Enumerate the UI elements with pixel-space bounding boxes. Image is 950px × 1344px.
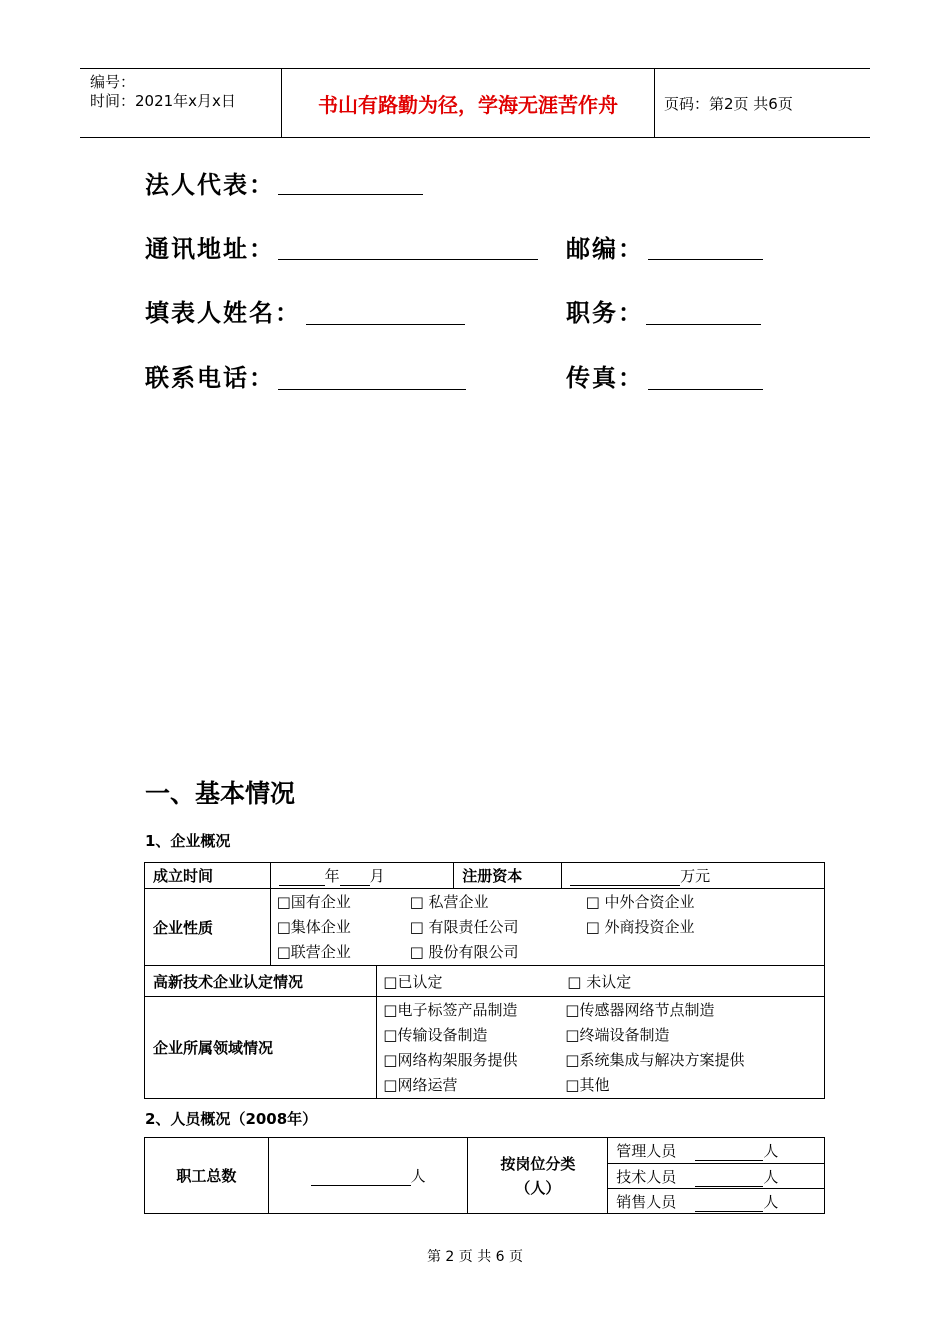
post-blank[interactable]	[695, 1143, 763, 1161]
staff-table	[144, 1137, 825, 1214]
post-row-management[interactable]	[608, 1138, 825, 1164]
option-checkbox[interactable]: □ 私营企业	[409, 892, 489, 911]
table-row	[145, 889, 825, 966]
enterprise-table	[144, 862, 825, 1099]
option-checkbox[interactable]: □ 有限责任公司	[409, 917, 519, 936]
option-checkbox[interactable]: □已认定	[383, 972, 443, 991]
capital-unit: 万元	[680, 867, 711, 885]
post-label: 技术人员	[616, 1167, 677, 1186]
post-unit: 人	[763, 1167, 779, 1186]
post-row-sales[interactable]	[608, 1189, 825, 1214]
by-post-label	[468, 1138, 608, 1214]
post-row-technical[interactable]	[608, 1164, 825, 1189]
capital-blank[interactable]	[570, 868, 680, 886]
position-label: 职务：	[566, 299, 644, 327]
postcode-label: 邮编：	[566, 235, 644, 263]
subsection-title-enterprise: 1、企业概况	[145, 832, 231, 850]
capital-value[interactable]	[562, 863, 825, 889]
option-checkbox[interactable]: □ 股份有限公司	[409, 942, 519, 961]
hightech-options	[377, 966, 825, 997]
table-row	[145, 997, 825, 1099]
option-checkbox[interactable]: □电子标签产品制造	[383, 1000, 518, 1019]
phone-line[interactable]	[278, 389, 466, 390]
option-checkbox[interactable]: □传输设备制造	[383, 1025, 488, 1044]
table-row	[145, 863, 825, 889]
nature-options	[270, 889, 824, 966]
total-staff-blank[interactable]	[311, 1168, 411, 1186]
header-motto: 书山有路勤为径，学海无涯苦作舟	[318, 92, 618, 117]
postcode-line[interactable]	[648, 259, 763, 260]
hightech-label: 高新技术企业认定情况	[145, 966, 377, 997]
option-checkbox[interactable]: □ 外商投资企业	[585, 917, 695, 936]
legal-rep-line[interactable]	[278, 194, 423, 195]
position-line[interactable]	[646, 324, 761, 325]
month-unit: 月	[369, 867, 385, 885]
post-blank[interactable]	[695, 1194, 763, 1212]
total-staff-value[interactable]	[268, 1138, 468, 1214]
option-checkbox[interactable]: □ 未认定	[567, 972, 632, 991]
table-row	[145, 966, 825, 997]
fax-line[interactable]	[648, 389, 763, 390]
option-checkbox[interactable]: □网络构架服务提供	[383, 1050, 518, 1069]
post-unit: 人	[763, 1142, 779, 1160]
total-staff-label: 职工总数	[145, 1138, 269, 1214]
option-checkbox[interactable]: □国有企业	[276, 892, 351, 911]
header-number: 编号：	[90, 73, 136, 91]
domain-options	[377, 997, 825, 1099]
domain-label: 企业所属领域情况	[145, 997, 377, 1099]
legal-rep-label: 法人代表：	[145, 171, 275, 199]
nature-label: 企业性质	[145, 889, 271, 966]
page-header	[80, 68, 870, 138]
option-checkbox[interactable]: □网络运营	[383, 1075, 458, 1094]
month-blank[interactable]	[340, 868, 370, 886]
header-time: 时间：2021年x月x日	[90, 92, 236, 110]
section-title: 一、基本情况	[145, 779, 296, 808]
page-footer: 第 2 页 共 6 页	[426, 1249, 524, 1265]
address-label: 通讯地址：	[145, 235, 275, 263]
option-checkbox[interactable]: □系统集成与解决方案提供	[565, 1050, 745, 1069]
total-staff-unit: 人	[410, 1167, 426, 1185]
address-line[interactable]	[278, 259, 538, 260]
post-label: 销售人员	[616, 1192, 677, 1211]
fax-label: 传真：	[566, 364, 644, 392]
option-checkbox[interactable]: □集体企业	[276, 917, 351, 936]
founded-label: 成立时间	[145, 863, 271, 889]
year-unit: 年	[324, 867, 340, 885]
by-post-label-line1: 按岗位分类	[500, 1154, 576, 1173]
post-label: 管理人员	[616, 1142, 677, 1160]
header-divider	[654, 69, 655, 137]
option-checkbox[interactable]: □其他	[565, 1075, 610, 1094]
post-blank[interactable]	[695, 1169, 763, 1187]
capital-label: 注册资本	[454, 863, 562, 889]
filler-name-line[interactable]	[306, 324, 465, 325]
option-checkbox[interactable]: □ 中外合资企业	[585, 892, 695, 911]
option-checkbox[interactable]: □终端设备制造	[565, 1025, 670, 1044]
founded-value[interactable]	[270, 863, 454, 889]
filler-name-label: 填表人姓名：	[145, 299, 301, 327]
post-unit: 人	[763, 1192, 779, 1211]
phone-label: 联系电话：	[145, 364, 275, 392]
header-meta	[90, 73, 236, 111]
year-blank[interactable]	[279, 868, 325, 886]
header-page-info: 页码：第2页 共6页	[664, 94, 793, 113]
table-row	[145, 1138, 825, 1164]
subsection-title-staff: 2、人员概况（2008年）	[145, 1110, 318, 1128]
by-post-label-line2: （人）	[515, 1178, 561, 1197]
option-checkbox[interactable]: □传感器网络节点制造	[565, 1000, 715, 1019]
option-checkbox[interactable]: □联营企业	[276, 942, 351, 961]
